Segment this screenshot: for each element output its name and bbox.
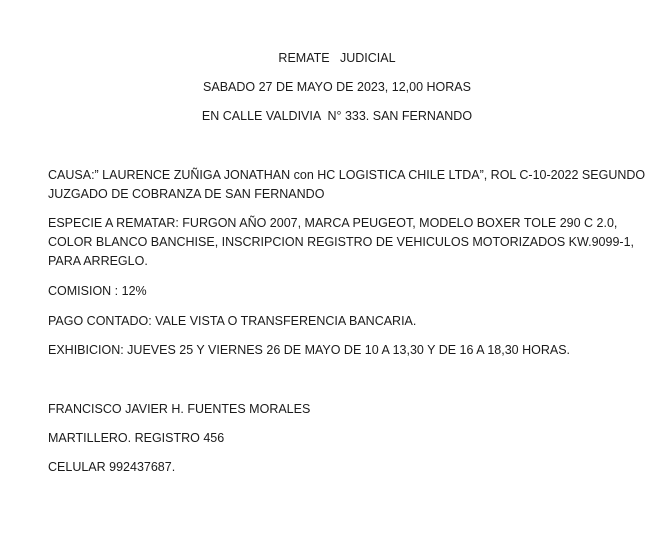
especie-line-3: PARA ARREGLO.	[48, 254, 148, 268]
notice-title: REMATE JUDICIAL	[278, 51, 396, 65]
especie-line-1: ESPECIE A REMATAR: FURGON AÑO 2007, MARCA PEUGEOT, MODELO BOXER TOLE 290 C 2.0,	[48, 216, 618, 230]
exhibicion-line: EXHIBICION: JUEVES 25 Y VIERNES 26 DE MAYO DE 10 A 13,30 Y DE 16 A 18,30 HORAS.	[48, 343, 571, 357]
auction-date-line: SABADO 27 DE MAYO DE 2023, 12,00 HORAS	[203, 80, 471, 94]
especie-line-2: COLOR BLANCO BANCHISE, INSCRIPCION REGISTRO DE VEHICULOS MOTORIZADOS KW.9099-1,	[48, 235, 634, 249]
pago-line: PAGO CONTADO: VALE VISTA O TRANSFERENCIA BANCARIA.	[48, 314, 417, 328]
comision-line: COMISION : 12%	[48, 284, 147, 298]
auction-address-line: EN CALLE VALDIVIA N° 333. SAN FERNANDO	[201, 109, 473, 123]
auctioneer-phone: CELULAR 992437687.	[48, 460, 176, 474]
causa-line-1: CAUSA:” LAURENCE ZUÑIGA JONATHAN con HC LOGISTICA CHILE LTDA”, ROL C-10-2022 SEGUNDO	[48, 168, 646, 182]
especie-paragraph	[48, 214, 638, 271]
causa-line-2: JUZGADO DE COBRANZA DE SAN FERNANDO	[48, 187, 325, 201]
auctioneer-registry: MARTILLERO. REGISTRO 456	[48, 431, 225, 445]
causa-paragraph	[48, 166, 646, 204]
auctioneer-name: FRANCISCO JAVIER H. FUENTES MORALES	[48, 402, 311, 416]
